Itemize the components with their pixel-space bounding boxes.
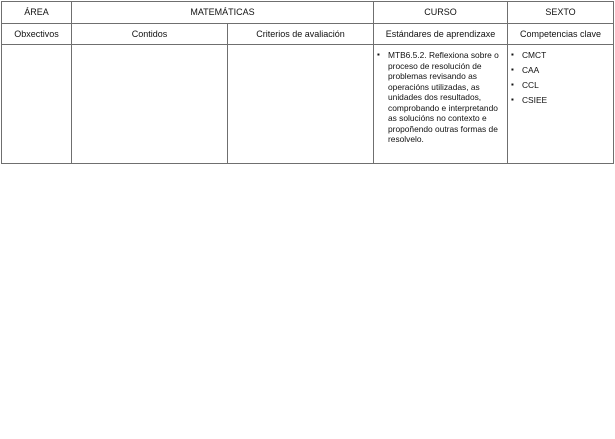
competence-caa: CAA (522, 65, 540, 75)
subject-cell (72, 2, 374, 24)
column-header-competences: Competencias clave (519, 28, 602, 39)
column-header (374, 24, 508, 45)
header-row (2, 2, 614, 24)
bullet-icon: ▪ (511, 80, 514, 89)
column-header-standards: Estándares de aprendizaxe (385, 28, 496, 39)
contents-cell (72, 45, 228, 164)
bullet-icon: ▪ (511, 65, 514, 74)
column-header-row (2, 24, 614, 45)
column-header-criteria: Criterios de avaliación (256, 28, 345, 39)
competence-csiee: CSIEE (522, 95, 548, 105)
list-item (511, 80, 609, 91)
curriculum-table (1, 1, 614, 164)
course-label-cell (374, 2, 508, 24)
standards-list (374, 45, 507, 145)
list-item (377, 50, 503, 145)
course-value-cell (508, 2, 614, 24)
criteria-cell (228, 45, 374, 164)
standard-text: MTB6.5.2. Reflexiona sobre o proceso de resolución de problemas revisando as operacións utilizadas, as unidades dos resultados, comprobando e interpretando as solucións no contexto e propoñendo outras formas de resolvelo. (388, 50, 499, 144)
column-header (228, 24, 374, 45)
list-item (511, 65, 609, 76)
area-label: ÁREA (24, 7, 49, 17)
course-value: SEXTO (545, 7, 576, 17)
bullet-icon: ▪ (511, 50, 514, 59)
bullet-icon: ▪ (377, 50, 380, 59)
objectives-cell (2, 45, 72, 164)
competences-list (508, 45, 613, 106)
bullet-icon: ▪ (511, 95, 514, 104)
column-header (72, 24, 228, 45)
content-row (2, 45, 614, 164)
competence-ccl: CCL (522, 80, 539, 90)
course-label: CURSO (424, 7, 457, 17)
list-item (511, 95, 609, 106)
list-item (511, 50, 609, 61)
competences-cell (508, 45, 614, 164)
column-header-objectives: Obxectivos (14, 28, 59, 39)
standards-cell (374, 45, 508, 164)
subject-name: MATEMÁTICAS (190, 7, 255, 17)
competence-cmct: CMCT (522, 50, 547, 60)
column-header (2, 24, 72, 45)
area-label-cell (2, 2, 72, 24)
column-header (508, 24, 614, 45)
column-header-contents: Contidos (131, 28, 168, 39)
